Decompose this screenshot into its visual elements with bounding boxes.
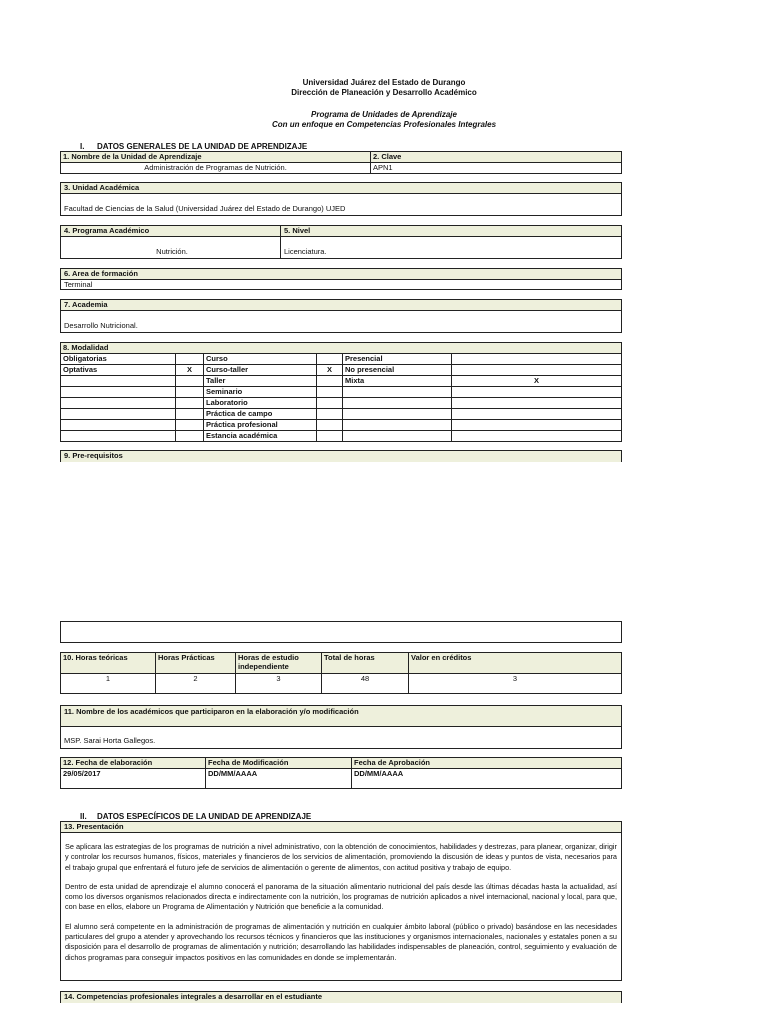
- modalidad-option: [61, 420, 176, 431]
- modalidad-option: Práctica profesional: [204, 420, 317, 431]
- fecha-header: Fecha de Modificación: [206, 758, 352, 769]
- fecha-modificacion: DD/MM/AAAA: [206, 769, 352, 789]
- nivel-value: Licenciatura.: [284, 247, 327, 256]
- modalidad-option: [343, 431, 452, 442]
- fecha-header: 12. Fecha de elaboración: [61, 758, 206, 769]
- modalidad-mark: [176, 376, 204, 387]
- modalidad-option: No presencial: [343, 365, 452, 376]
- modalidad-option: [61, 409, 176, 420]
- horas-value: 1: [61, 674, 156, 694]
- modalidad-row: [61, 409, 622, 420]
- modalidad-mark: [317, 387, 343, 398]
- fecha-header: Fecha de Aprobación: [352, 758, 622, 769]
- fecha-elaboracion: 29/05/2017: [61, 769, 206, 789]
- modalidad-mark: [176, 420, 204, 431]
- unidad-academica-value: Facultad de Ciencias de la Salud (Universidad Juárez del Estado de Durango) UJED: [64, 204, 346, 213]
- horas-value: 3: [236, 674, 322, 694]
- horas-table: [60, 652, 622, 694]
- modalidad-option: Optativas: [61, 365, 176, 376]
- horas-value: 48: [322, 674, 409, 694]
- prerequisitos-label: 9. Pre-requisitos: [61, 451, 621, 462]
- modalidad-option: [343, 420, 452, 431]
- unidad-academica-box: [60, 182, 622, 216]
- modalidad-mark: [317, 431, 343, 442]
- section-2-number: II.: [80, 812, 87, 821]
- unidad-value: Administración de Programas de Nutrición.: [61, 163, 371, 174]
- modalidad-mark: [176, 431, 204, 442]
- modalidad-option: Curso-taller: [204, 365, 317, 376]
- modalidad-option: [61, 431, 176, 442]
- modalidad-row: [61, 431, 622, 442]
- modalidad-option: [61, 398, 176, 409]
- presentacion-paragraph: Se aplicara las estrategias de los programas de nutrición a nivel administrativo, con la obtención de conocimientos, habilidades y destrezas, para planear, organizar, dirigir y controlar los recursos humanos, físicos, materiales y financieros de los servicios de alimentación, promoviendo la discusión de ideas y puntos de vista, necesarios para el trabajo grupal que enfrentará el futuro jefe de servicios de alimentación o gerente de alimentos, con actitud positiva y trabajo de equipo.: [65, 842, 617, 872]
- modalidad-option: Laboratorio: [204, 398, 317, 409]
- horas-value: 2: [156, 674, 236, 694]
- modalidad-mark: [176, 387, 204, 398]
- modalidad-mark: [452, 398, 622, 409]
- programa-label: 4. Programa Académico: [61, 226, 281, 237]
- competencias-label: 14. Competencias profesionales integrales a desarrollar en el estudiante: [61, 992, 621, 1003]
- presentacion-paragraph: El alumno será competente en la administración de programas de alimentación y nutrición en cualquier ámbito laboral (público o privado) basándose en las necesidades particulares del grupo a atender y aprovechando los recursos técnicos y financieros que las instituciones y organismos internacionales, nacionales y estatales ponen a su disposición para el desarrollo de programas de alimentación y nutrición; desarrollando las habilidades indispensables de planeación, control, seguimiento y evaluación de dichos programas para conseguir impactos positivos en las comunidades en donde se implementarán.: [65, 921, 617, 962]
- modalidad-option: Curso: [204, 354, 317, 365]
- academia-value: Desarrollo Nutricional.: [64, 321, 138, 330]
- modalidad-mark: [452, 409, 622, 420]
- programa-box: [60, 225, 622, 259]
- unidad-academica-label: 3. Unidad Académica: [61, 183, 621, 194]
- prerequisitos-content-box: [60, 621, 622, 643]
- modalidad-mark: [452, 354, 622, 365]
- presentacion-paragraph: Dentro de esta unidad de aprendizaje el alumno conocerá el panorama de la situación alimentario nutricional del país desde las últimas décadas hasta la actualidad, así como los diversos organismos relacionados directa e indirectamente con la nutrición, los programas de nutrición aplicados a nivel internacional, nacional y local, para que, con base en ellos, elabore un Programa de Alimentación y Nutrición que beneficie a la comunidad.: [65, 881, 617, 912]
- modalidad-option: Obligatorias: [61, 354, 176, 365]
- modalidad-row: [61, 365, 622, 376]
- modalidad-option: Práctica de campo: [204, 409, 317, 420]
- presentacion-box: [60, 821, 622, 981]
- section-1-number: I.: [80, 142, 85, 151]
- programa-value: Nutrición.: [61, 237, 281, 259]
- modalidad-mark: [452, 420, 622, 431]
- modalidad-label: 8. Modalidad: [61, 343, 622, 354]
- modalidad-row: [61, 420, 622, 431]
- horas-header: Valor en créditos: [409, 653, 622, 674]
- program-title: Programa de Unidades de Aprendizaje: [311, 110, 457, 119]
- modalidad-mark: X: [176, 365, 204, 376]
- modalidad-row: [61, 398, 622, 409]
- competencias-box: [60, 991, 622, 1003]
- modalidad-table: [60, 342, 622, 442]
- academicos-label: 11. Nombre de los académicos que participaron en la elaboración y/o modificación: [61, 706, 621, 727]
- modalidad-mark: X: [317, 365, 343, 376]
- horas-value: 3: [409, 674, 622, 694]
- section-2-heading: [80, 812, 311, 821]
- modalidad-option: Estancia académica: [204, 431, 317, 442]
- modalidad-option: [61, 387, 176, 398]
- modalidad-mark: [452, 365, 622, 376]
- clave-value: APN1: [371, 163, 622, 174]
- section-1-heading: [80, 142, 307, 151]
- modalidad-option: Seminario: [204, 387, 317, 398]
- academicos-value: MSP. Sarai Horta Gallegos.: [64, 736, 156, 745]
- prerequisitos-box: [60, 450, 622, 462]
- modalidad-mark: [317, 376, 343, 387]
- section-2-title: DATOS ESPECÍFICOS DE LA UNIDAD DE APRENDIZAJE: [97, 812, 312, 821]
- area-value: Terminal: [64, 280, 93, 289]
- horas-header: Horas Prácticas: [156, 653, 236, 674]
- clave-label: 2. Clave: [371, 152, 622, 163]
- horas-header: Total de horas: [322, 653, 409, 674]
- modalidad-row: [61, 376, 622, 387]
- modalidad-row: [61, 387, 622, 398]
- section-1-title: DATOS GENERALES DE LA UNIDAD DE APRENDIZAJE: [97, 142, 308, 151]
- modalidad-mark: [317, 354, 343, 365]
- modalidad-mark: [176, 409, 204, 420]
- modalidad-mark: [317, 420, 343, 431]
- presentacion-label: 13. Presentación: [61, 822, 621, 833]
- horas-header: 10. Horas teóricas: [61, 653, 156, 674]
- modalidad-option: [343, 409, 452, 420]
- department-name: Dirección de Planeación y Desarrollo Académico: [291, 88, 477, 97]
- fechas-table: [60, 757, 622, 789]
- unidad-label: 1. Nombre de la Unidad de Aprendizaje: [61, 152, 371, 163]
- area-box: [60, 268, 622, 290]
- modalidad-option: [343, 398, 452, 409]
- area-label: 6. Area de formación: [61, 269, 621, 280]
- modalidad-mark: [317, 398, 343, 409]
- modalidad-mark: [176, 398, 204, 409]
- modalidad-option: Taller: [204, 376, 317, 387]
- modalidad-row: [61, 354, 622, 365]
- modalidad-mark: [452, 431, 622, 442]
- modalidad-mark: [452, 387, 622, 398]
- program-subtitle: Con un enfoque en Competencias Profesionales Integrales: [271, 120, 497, 129]
- academia-label: 7. Academia: [61, 300, 621, 311]
- modalidad-mark: [176, 354, 204, 365]
- fecha-aprobacion: DD/MM/AAAA: [352, 769, 622, 789]
- modalidad-option: Mixta: [343, 376, 452, 387]
- modalidad-option: [343, 387, 452, 398]
- academia-box: [60, 299, 622, 333]
- modalidad-option: [61, 376, 176, 387]
- university-name: Universidad Juárez del Estado de Durango: [302, 78, 466, 87]
- horas-header: Horas de estudio independiente: [236, 653, 322, 674]
- modalidad-mark: X: [452, 376, 622, 387]
- unidad-table: [60, 151, 622, 174]
- nivel-label: 5. Nivel: [281, 226, 621, 237]
- modalidad-mark: [317, 409, 343, 420]
- modalidad-option: Presencial: [343, 354, 452, 365]
- academicos-box: [60, 705, 622, 749]
